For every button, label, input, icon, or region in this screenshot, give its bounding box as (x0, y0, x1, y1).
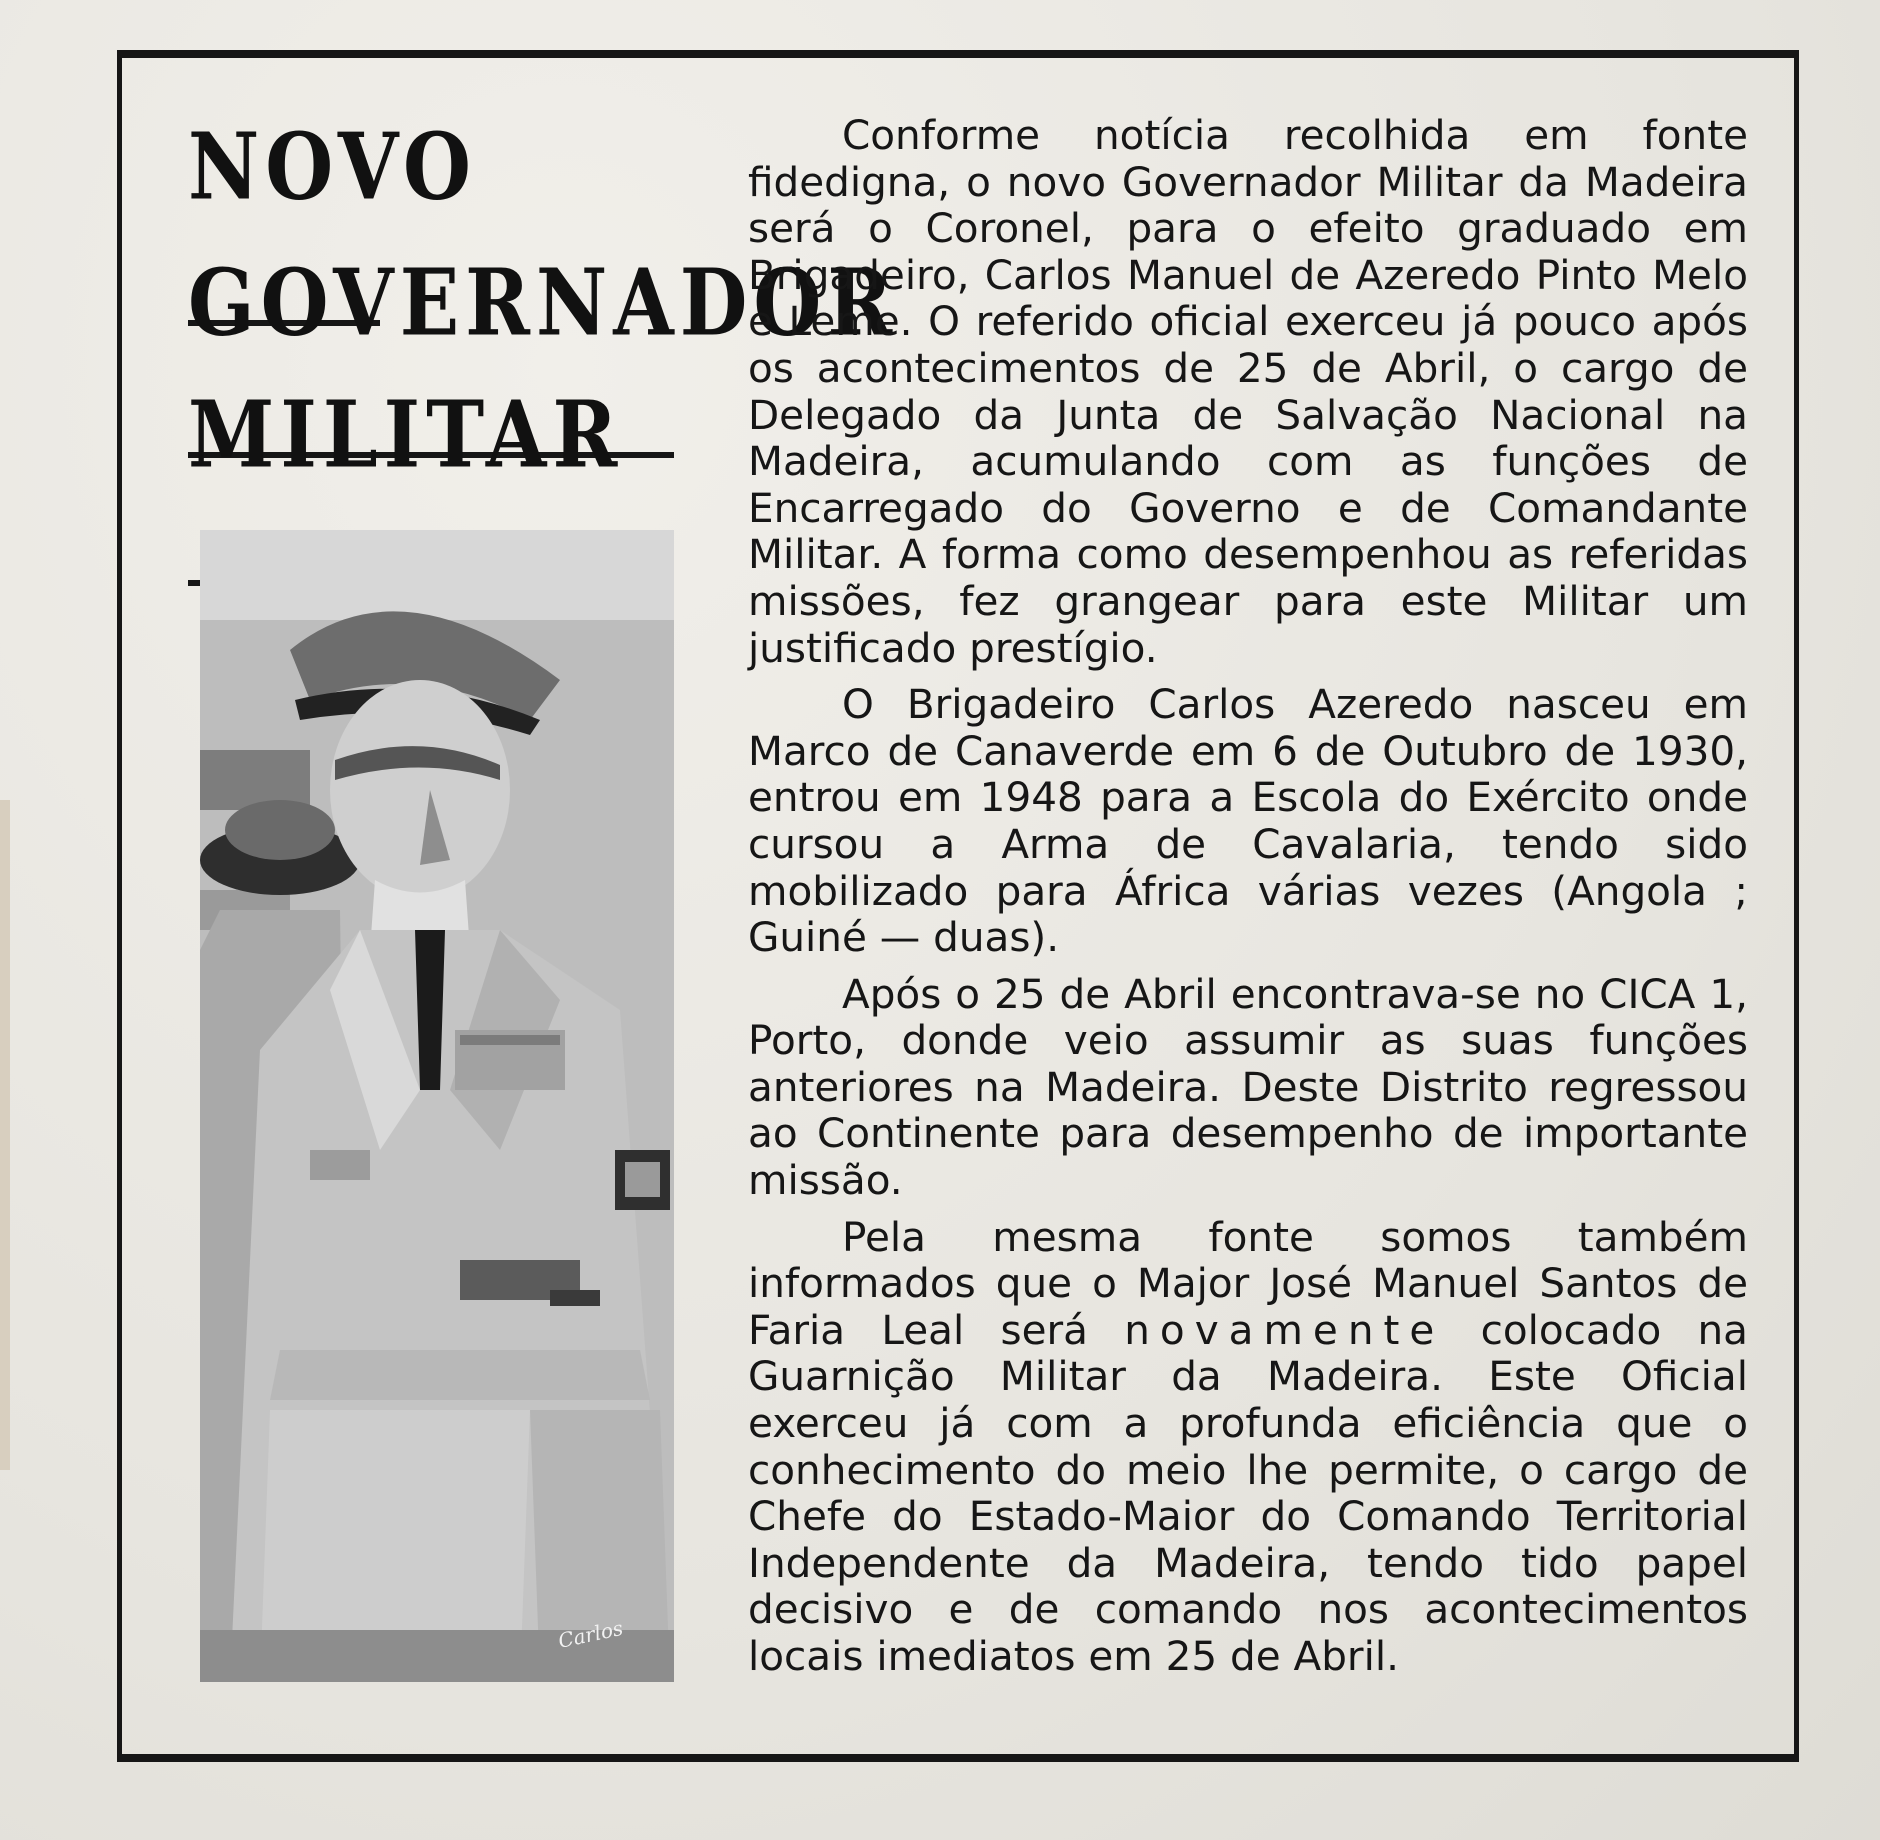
photo-signature: Carlos (556, 1615, 626, 1653)
paragraph-4-text-after: colocado na Guarnição Militar da Madeira. Este Oficial exerceu já com a profunda eficiência que o conhecimento do meio lhe permite, o cargo de Chefe do Estado-Maior do Comando Territorial Independente da Madeira, tendo tido papel decisivo e de comando nos acontecimentos locais imediatos em 25 de Abril. (748, 1305, 1748, 1680)
article-paragraph-1 (748, 112, 1748, 671)
article-paragraph-2 (748, 681, 1748, 961)
headline-line-2: GOVERNADOR (188, 249, 899, 358)
paragraph-2-text: O Brigadeiro Carlos Azeredo nasceu em Marco de Canaverde em 6 de Outubro de 1930, entrou em 1948 para a Escola do Exército onde cursou a Arma de Cavalaria, tendo sido mobilizado para África várias vezes (Angola ; Guiné — duas). (748, 680, 1748, 962)
portrait-illustration (200, 530, 674, 1682)
paragraph-4-spaced-word: novamente (1124, 1305, 1445, 1354)
paragraph-1-text: Conforme notícia recolhida em fonte fidedigna, o novo Governador Militar da Madeira será o Coronel, para o efeito graduado em Brigadeiro, Carlos Manuel de Azeredo Pinto Melo e Leme. O referido oficial exerceu já pouco após os acontecimentos de 25 de Abril, o cargo de Delegado da Junta de Salvação Nacional na Madeira, acumulando com as funções de Encarregado do Governo e de Comandante Militar. A forma como desempenhou as referidas missões, fez grangear para este Militar um justificado prestígio. (748, 111, 1748, 672)
headline-line-3-wrap (188, 381, 624, 490)
headline-line-1-wrap (188, 113, 477, 222)
paragraph-3-text: Após o 25 de Abril encontrava-se no CICA 1, Porto, donde veio assumir as suas funções anteriores na Madeira. Deste Distrito regressou ao Continente para desempenho de importante missão. (748, 969, 1748, 1205)
article-body (748, 112, 1748, 1690)
article-paragraph-3 (748, 971, 1748, 1204)
headline-line-2-wrap (188, 249, 899, 358)
paragraph-4-text-before: Pela mesma fonte somos também informados que o Major José Manuel Santos de Faria Leal será (748, 1212, 1748, 1354)
page-edge-strip (0, 800, 10, 1470)
article-paragraph-4 (748, 1214, 1748, 1680)
headline-line-1: NOVO (188, 113, 477, 222)
headline-line-3: MILITAR (188, 381, 624, 490)
portrait-photo (200, 530, 674, 1682)
